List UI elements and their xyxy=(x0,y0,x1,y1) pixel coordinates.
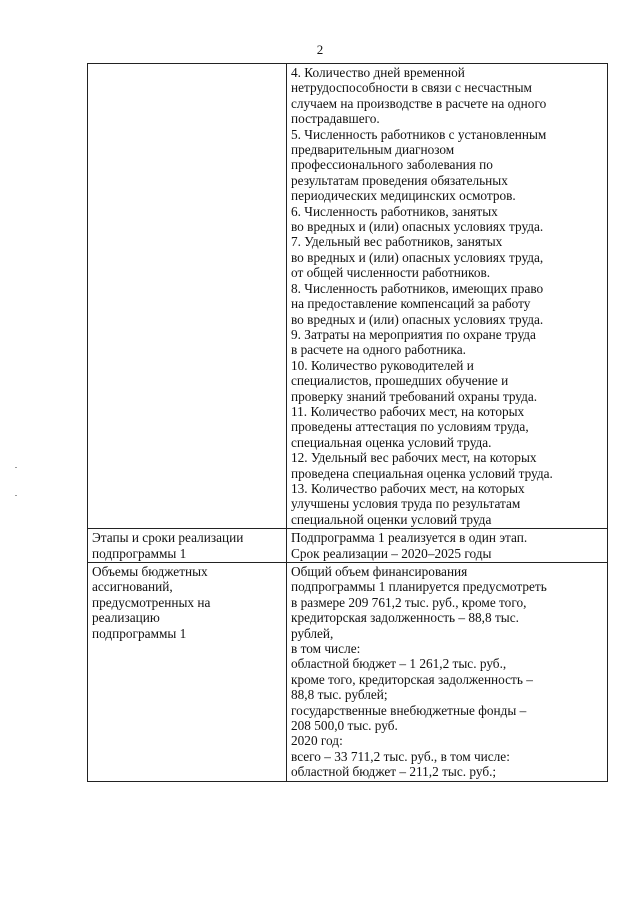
text-line: во вредных и (или) опасных условиях труда, xyxy=(291,249,544,265)
text-line: 2020 год: xyxy=(291,733,343,749)
text-line: Подпрограмма 1 реализуется в один этап. xyxy=(291,530,528,546)
text-line: проверку знаний требований охраны труда. xyxy=(291,388,538,404)
text-line: 8. Численность работников, имеющих право xyxy=(291,280,544,296)
row-label-cell xyxy=(88,529,287,563)
text-line: 4. Количество дней временной xyxy=(291,65,465,80)
text-line: пострадавшего. xyxy=(291,111,380,127)
text-line: специальная оценка условий труда. xyxy=(291,434,492,450)
text-line: 13. Количество рабочих мест, на которых xyxy=(291,480,525,496)
text-line: 12. Удельный вес рабочих мест, на которых xyxy=(291,450,537,466)
text-line: 6. Численность работников, занятых xyxy=(291,203,498,219)
text-line: от общей численности работников. xyxy=(291,265,491,281)
text-line: Общий объем финансирования xyxy=(291,564,468,579)
text-line: кредиторская задолженность – 88,8 тыс. xyxy=(291,610,519,626)
row-label-cell xyxy=(88,563,287,782)
text-line: подпрограммы 1 планируется предусмотреть xyxy=(291,579,547,595)
text-line: в расчете на одного работника. xyxy=(291,342,466,358)
text-line: 10. Количество руководителей и xyxy=(291,357,474,373)
page-number: 2 xyxy=(316,42,324,57)
text-line: Объемы бюджетных xyxy=(92,564,208,579)
text-line: нетрудоспособности в связи с несчастным xyxy=(291,80,532,96)
text-line: подпрограммы 1 xyxy=(92,625,187,641)
row-content-cell xyxy=(287,563,608,782)
text-line: 11. Количество рабочих мест, на которых xyxy=(291,403,525,419)
text-line: специалистов, прошедших обучение и xyxy=(291,373,509,389)
text-line: областной бюджет – 211,2 тыс. руб.; xyxy=(291,764,497,780)
text-line: во вредных и (или) опасных условиях труда. xyxy=(291,219,544,235)
text-line: всего – 33 711,2 тыс. руб., в том числе: xyxy=(291,748,510,764)
text-line: профессионального заболевания по xyxy=(291,157,493,173)
text-line: Срок реализации – 2020–2025 годы xyxy=(291,545,492,561)
text-line: предварительным диагнозом xyxy=(291,142,455,158)
margin-mark xyxy=(15,495,17,496)
text-line: во вредных и (или) опасных условиях труда. xyxy=(291,311,544,327)
passport-table xyxy=(87,63,608,782)
text-line: кроме того, кредиторская задолженность – xyxy=(291,671,533,687)
text-line: улучшены условия труда по результатам xyxy=(291,496,521,512)
text-line: 208 500,0 тыс. руб. xyxy=(291,718,398,734)
text-line: периодических медицинских осмотров. xyxy=(291,188,516,204)
text-line: проведена специальная оценка условий труда. xyxy=(291,465,553,481)
text-line: 5. Численность работников с установленным xyxy=(291,126,547,142)
text-line: государственные внебюджетные фонды – xyxy=(291,702,527,718)
text-line: на предоставление компенсаций за работу xyxy=(291,296,531,312)
table-row xyxy=(88,529,608,563)
text-line: проведены аттестация по условиям труда, xyxy=(291,419,529,435)
text-line: 7. Удельный вес работников, занятых xyxy=(291,234,503,250)
row-content-cell xyxy=(287,529,608,563)
text-line: в размере 209 761,2 тыс. руб., кроме того, xyxy=(291,594,527,610)
text-line: областной бюджет – 1 261,2 тыс. руб., xyxy=(291,656,507,672)
text-line: случаем на производстве в расчете на одного xyxy=(291,95,547,111)
text-line: в том числе: xyxy=(291,641,361,657)
text-line: специальной оценки условий труда xyxy=(291,511,492,527)
table-row xyxy=(88,563,608,782)
row-label-cell xyxy=(88,64,287,529)
text-line: реализацию xyxy=(92,610,160,626)
margin-mark xyxy=(15,467,17,468)
text-line: Этапы и сроки реализации xyxy=(92,530,244,546)
text-line: 88,8 тыс. рублей; xyxy=(291,687,388,703)
row-content-cell xyxy=(287,64,608,529)
text-line: подпрограммы 1 xyxy=(92,545,187,561)
text-line: рублей, xyxy=(291,625,334,641)
text-line: 9. Затраты на мероприятия по охране труда xyxy=(291,326,536,342)
text-line: ассигнований, xyxy=(92,579,173,595)
text-line: результатам проведения обязательных xyxy=(291,172,508,188)
text-line: предусмотренных на xyxy=(92,594,211,610)
table-row xyxy=(88,64,608,529)
